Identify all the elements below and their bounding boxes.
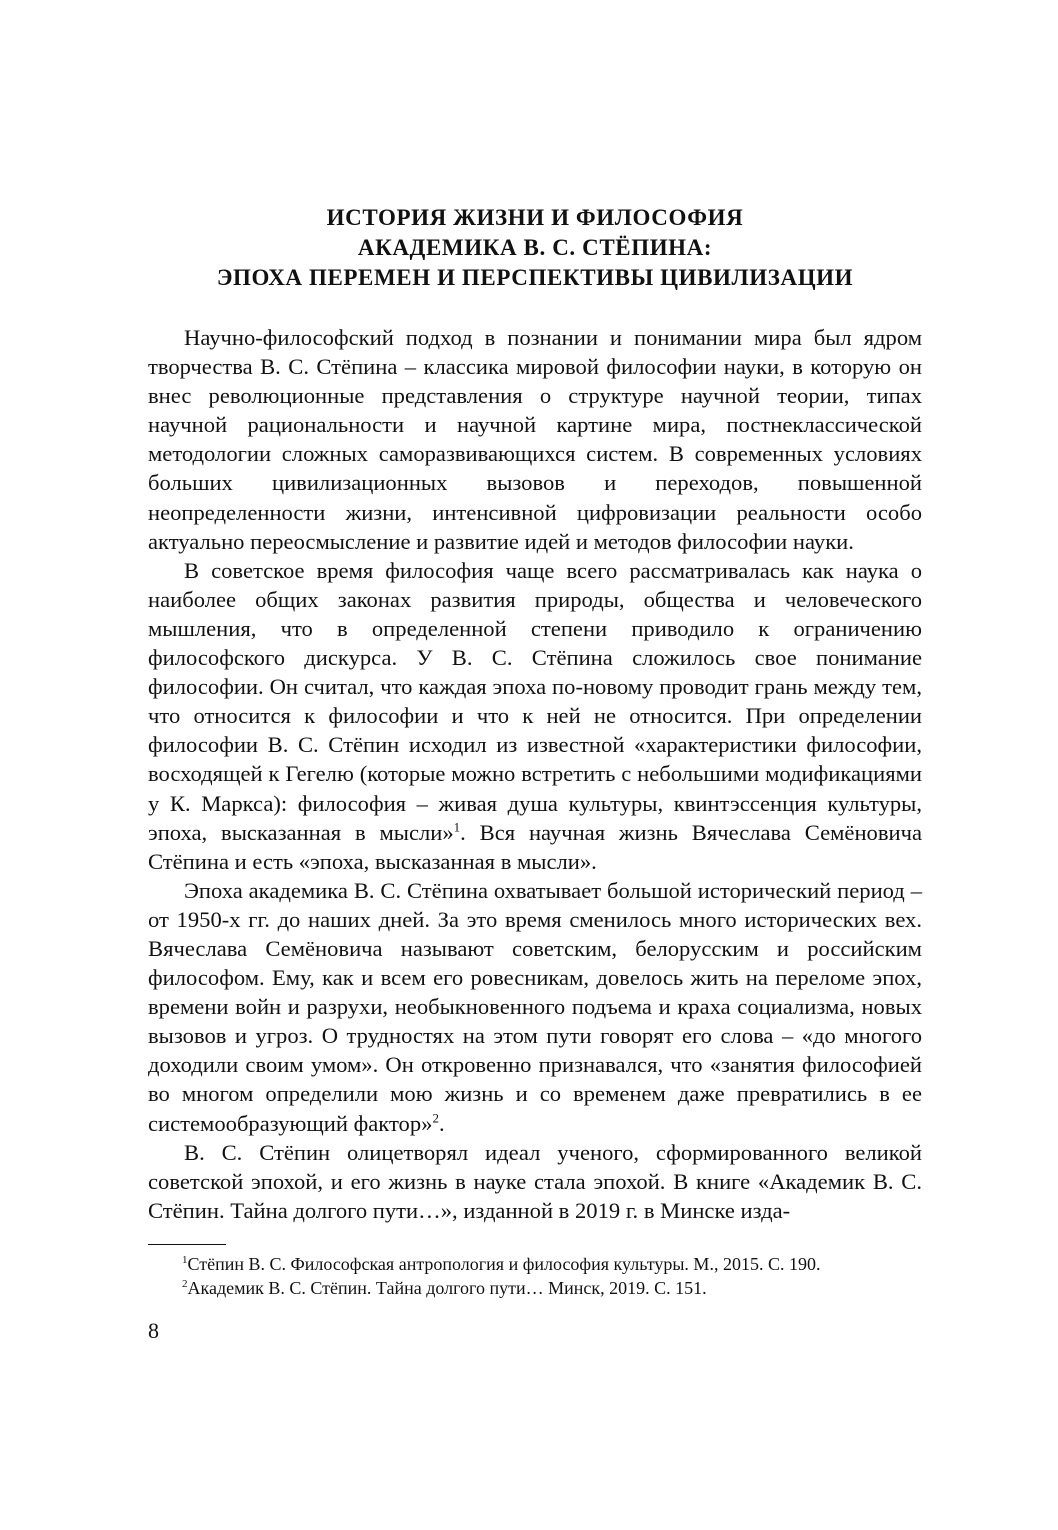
title-line-2: АКАДЕМИКА В. С. СТЁПИНА:: [357, 235, 713, 260]
document-page: [148, 0, 922, 1530]
footnote-2: [148, 1276, 922, 1300]
title-line-1: ИСТОРИЯ ЖИЗНИ И ФИЛОСОФИЯ: [326, 205, 744, 230]
chapter-title: [148, 203, 922, 293]
page-number: 8: [148, 1318, 159, 1343]
footnote-mark-1: 1: [182, 1254, 188, 1266]
footnote-2-text: Академик В. С. Стёпин. Тайна долгого пути… Минск, 2019. С. 151.: [187, 1278, 707, 1298]
title-line-3: ЭПОХА ПЕРЕМЕН И ПЕРСПЕКТИВЫ ЦИВИЛИЗАЦИИ: [216, 265, 854, 290]
footnote-1-text: Стёпин В. С. Философская антропология и философия культуры. М., 2015. С. 190.: [187, 1254, 821, 1274]
footnote-mark-2: 2: [182, 1278, 188, 1290]
paragraph-3-text-end: .: [438, 1110, 445, 1136]
paragraph-2-text-end: . Вся научная жизнь Вячеслава Семёновича Стёпина и есть «эпоха, высказанная в мысли».: [148, 819, 922, 874]
paragraph-2: [148, 556, 922, 876]
footnote-divider: [148, 1244, 226, 1245]
footnote-ref-2: 2: [432, 1110, 439, 1125]
paragraph-3-text: Эпоха академика В. С. Стёпина охватывает большой исторический период – от 1950-х гг. до наших дней. За это время сменилось много исторических вех. Вячеслава Семёновича называют советским, белорусским и российским философом. Ему, как и всем его ровесникам, довелось жить на переломе эпох, времени войн и разрухи, необыкновенного подъема и краха социализма, новых вызовов и угроз. О трудностях на этом пути говорят его слова – «до многого доходили своим умом». Он откровенно признавался, что «занятия философией во многом определили мою жизнь и со временем даже превратились в ее системообразующий фактор»: [148, 877, 922, 1136]
body-text: [148, 323, 922, 1225]
footnote-1: [148, 1252, 922, 1276]
paragraph-1: Научно-философский подход в познании и понимании мира был ядром творчества В. С. Стёпина – классика мировой философии науки, в которую он внес революционные представления о структуре научной теории, типах научной рациональности и научной картине мира, постнеклассической методологии сложных саморазвивающихся систем. В современных условиях больших цивилизационных вызовов и переходов, повышенной неопределенности жизни, интенсивной цифровизации реальности особо актуально переосмысление и развитие идей и методов философии науки.: [148, 325, 922, 554]
footnote-ref-1: 1: [453, 819, 461, 835]
paragraph-3: [148, 876, 922, 1138]
footnotes: [148, 1252, 922, 1300]
paragraph-2-text: В советское время философия чаще всего рассматривалась как наука о наиболее общих законах развития природы, общества и человеческого мышления, что в определенной степени приводило к ограничению философского дискурса. У В. С. Стёпина сложилось свое понимание философии. Он считал, что каждая эпоха по-новому проводит грань между тем, что относится к философии и что к ней не относится. При определении философии В. С. Стёпин исходил из известной «характеристики философии, восходящей к Гегелю (которые можно встретить с небольшими модификациями у К. Маркса): философия – живая душа культуры, квинтэссенция культуры, эпоха, высказанная в мысли»: [148, 557, 922, 845]
paragraph-4: В. С. Стёпин олицетворял идеал ученого, сформированного великой советской эпохой, и его жизнь в науке стала эпохой. В книге «Академик В. С. Стёпин. Тайна долгого пути…», изданной в 2019 г. в Минске изда-: [148, 1139, 922, 1223]
